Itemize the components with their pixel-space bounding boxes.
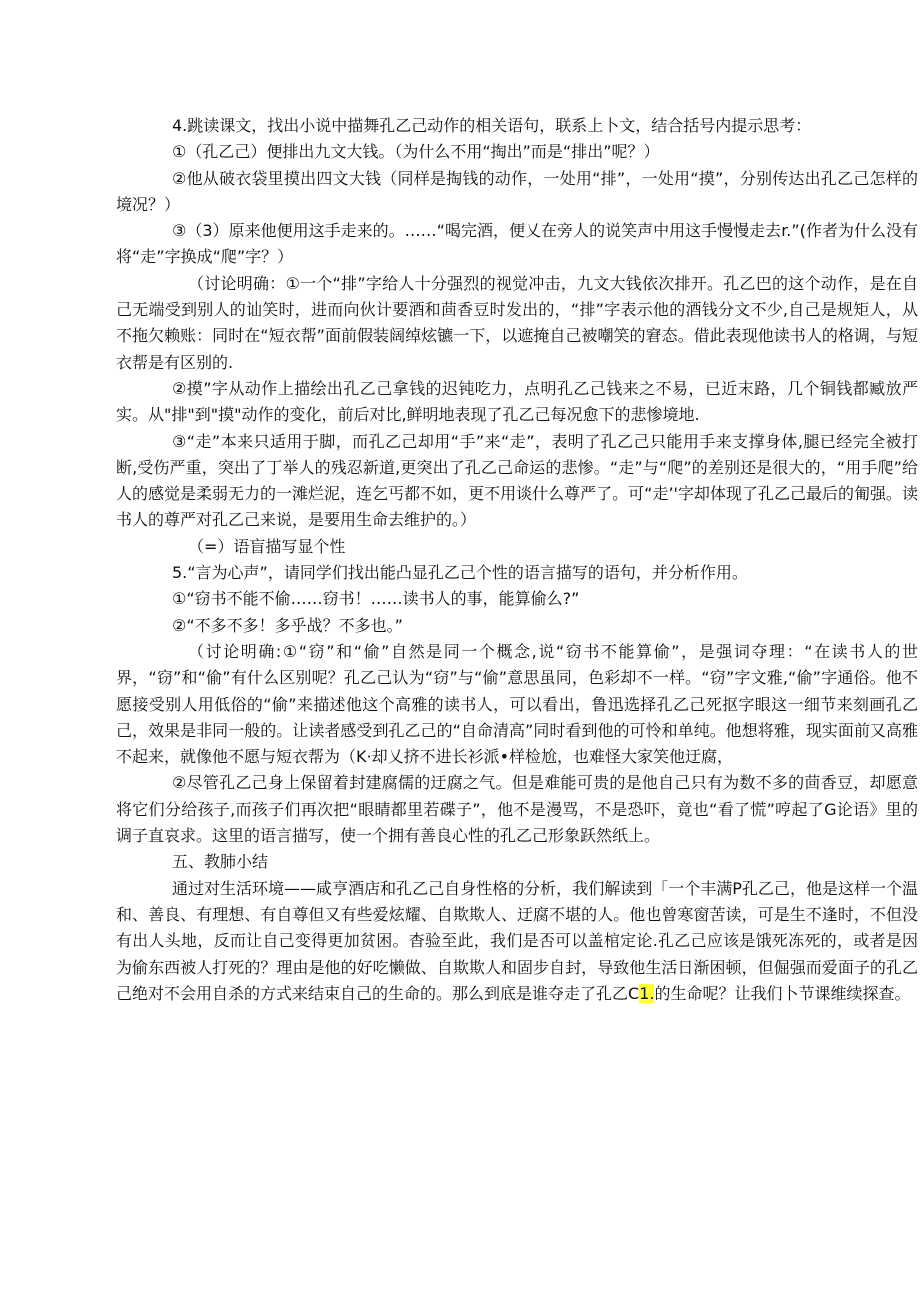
summary-ending: 的生命呢？让我们卜节课维续探查。 <box>654 983 911 1003</box>
discussion-2: ②摸”字从动作上描绘出孔乙己拿钱的迟钝吃力，点明孔乙己钱来之不易，已近末路，几个铜钱都臧放严实。从"排"到"摸"动作的变化，前后对比,鲜明地表现了孔乙己每况愈下的悲惨境地. <box>116 378 918 425</box>
section-heading-summary: 五、教肺小结 <box>172 852 269 872</box>
discussion-1: （讨论明确：①一个“排”字给人十分强烈的视觉冲击，九文大钱依次排开。孔乙巴的这个动作，是在自己无端受到别人的讪笑时，进而向伙计要酒和茴香豆时发出的，“排”字表示他的酒钱分文不少,自己是规矩人，从不拖欠赖账：同时在“短衣帮”面前假装阔绰炫镳一下，以遮掩自己被嘲笑的窘态。借此表现他读书人的格调，与短衣帮是有区别的. <box>116 273 918 372</box>
quote-4: ①“窃书不能不偷……窃书！……读书人的事，能算偷么?” <box>172 589 580 609</box>
section-heading-language: （=）语盲描写显个性 <box>188 536 346 556</box>
summary-paragraph <box>116 876 918 1007</box>
quote-3: ③（3）原来他便用这手走来的。……“喝完酒，便乂在旁人的说笑声中用这手慢慢走去r.”(作者为什么没有将“走”字换成“爬”字？） <box>116 221 918 267</box>
discussion-3: ③“走”本来只适用于脚，而孔乙己却用“手”来“走”，表明了孔乙己只能用手来支撑身体,腿已经完全被打断,受伤严重，突出了丁举人的残忍新道,更突出了孔乙己命运的悲惨。“走”与“爬”的差别还是很大的，“用手爬”给人的感觉是柔弱无力的一滩烂泥，连乞丐都不如，更不用谈什么尊严了。可“走’'字却体现了孔乙己最后的匍强。读书人的尊严对孔乙己来说，是要用生命去维护的。） <box>116 431 918 530</box>
quote-1: ①（孔乙己）便排出九文大钱。（为什么不用“掏出”而是“排出”呢？） <box>172 142 660 162</box>
quote-5: ②“不多不多！多乎战？不多也。” <box>172 615 403 635</box>
question-5: 5.“言为心声”，请同学们找出能凸显孔乙己个性的语言描写的语句，并分析作用。 <box>172 563 748 583</box>
summary-text: 通过对生活环境——咸亨酒店和孔乙己自身性格的分析，我们解读到「一个丰满P孔乙己，他是这样一个温和、善良、有理想、有自尊但又有些爱炫耀、自欺欺人、迂腐不堪的人。他也曾寒窗苦读，可是生不逢时，不但没有出人头地，反而让自己变得更加贫困。杳验至此，我们是否可以盖棺定论.孔乙己应该是饿死冻死的，或者是因为偷东西被人打死的？理由是他的好吃懒做、自欺欺人和固步自封，导致他生活日渐困顿，但倔强而爱面子的孔乙己绝对不会用自杀的方式来结束自己的生命的。那么到底是谁夺走了孔乙C <box>116 878 918 1003</box>
highlighted-text: 1. <box>639 983 655 1003</box>
quote-2: ②他从破衣袋里摸出四文大钱（同样是掏钱的动作，一处用“排”，一处用“摸”，分别传达出孔乙己怎样的境况？） <box>116 168 918 214</box>
question-4: 4.跳读课文，找出小说中描舞孔乙己动作的相关语句，联系上卜文，结合括号内提示思考： <box>172 116 812 135</box>
discussion-4: （讨论明确:①“窃”和“偷”自然是同一个概念,说“窃书不能算偷”，是强词夺理：“在读书人的世界，“窃”和“偷”有什么区别呢？孔乙己认为“窃”与“偷”意思虽同，色彩却不一样。“窃”字文雅,“偷”字通俗。他不愿接受别人用低俗的“偷”来描述他这个高雅的读书人，可以看出，鲁迅选择孔乙己死抠字眼这一细节来刻画孔乙己，效果是非同一般的。让读者感受到孔乙己的“自命清高”同时看到他的可怜和单纯。他想将雅，现实面前又高雅不起来，就像他不愿与短衣帮为（K·却乂挤不进长衫派•样检尬，也难怪大家笑他迂腐， <box>116 641 918 767</box>
discussion-5: ②尽管孔乙己身上保留着封建腐儒的迂腐之气。但是难能可贵的是他自己只有为数不多的茴香豆，却愿意将它们分给孩子,而孩子们再次把“眼睛都里若碟子”，他不是漫骂，不是恐吓，竟也“看了慌”哼起了G论语》里的调子直哀求。这里的语言描写，使一个拥有善良心性的孔乙己形象跃然纸上。 <box>116 773 918 846</box>
document-body <box>116 113 918 1007</box>
